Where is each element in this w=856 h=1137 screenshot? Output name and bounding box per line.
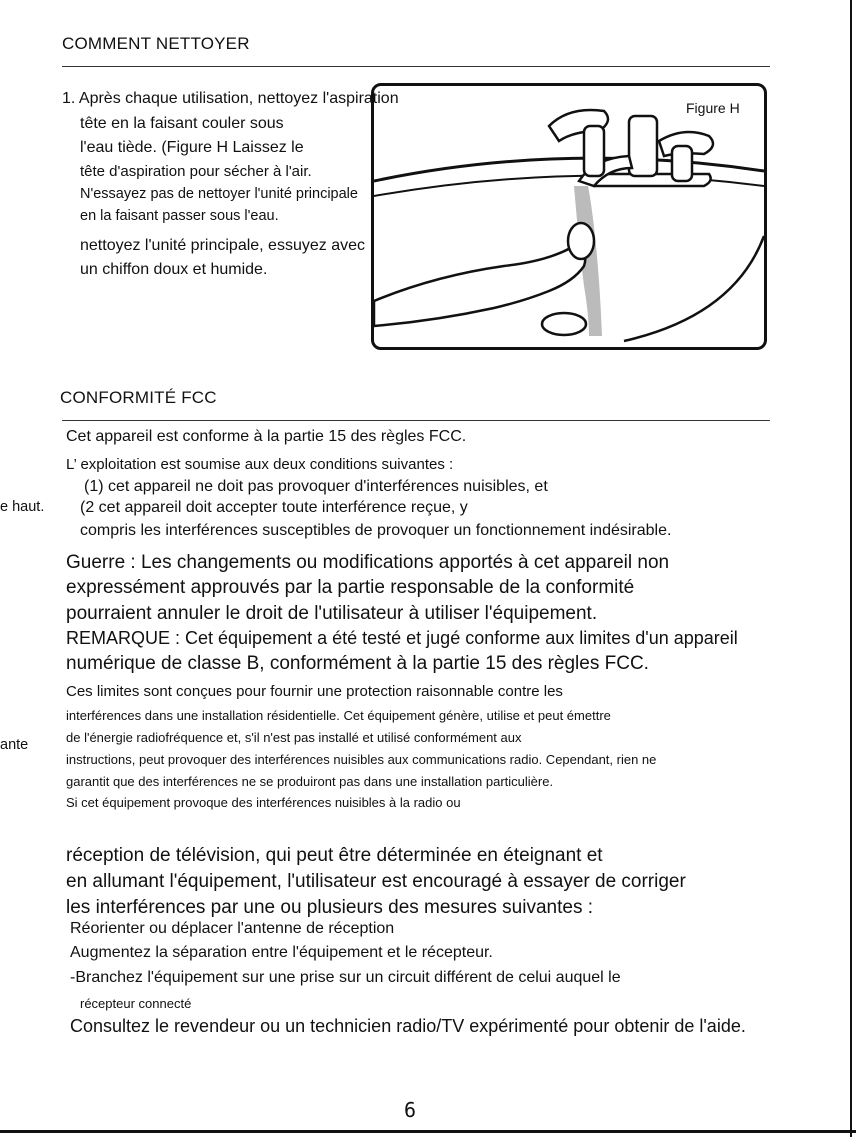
fcc-line-15: garantit que des interférences ne se produiront pas dans une installation particulière. [66, 774, 554, 789]
fcc-line-21: Augmentez la séparation entre l'équipement et le récepteur. [70, 944, 493, 961]
fcc-line-8: pourraient annuler le droit de l'utilisateur à utiliser l'équipement. [66, 603, 598, 624]
fcc-line-13: de l'énergie radiofréquence et, s'il n'est pas installé et utilisé conformément aux [66, 730, 522, 745]
margin-fragment: e haut. [0, 499, 45, 515]
fcc-line-18: en allumant l'équipement, l'utilisateur est encouragé à essayer de corriger [66, 871, 686, 892]
fcc-line-6: Guerre : Les changements ou modifications apportés à cet appareil non [66, 552, 670, 573]
faucet-sketch [374, 86, 764, 347]
fcc-line-16: Si cet équipement provoque des interférences nuisibles à la radio ou [66, 795, 461, 810]
fcc-line-9: REMARQUE : Cet équipement a été testé et jugé conforme aux limites d'un appareil [66, 628, 738, 648]
fcc-line-20: Réorienter ou déplacer l'antenne de réception [70, 920, 395, 937]
cleaning-line-4: tête d'aspiration pour sécher à l'air. [80, 163, 312, 180]
section-heading-cleaning: COMMENT NETTOYER [62, 34, 250, 53]
fcc-line-23: récepteur connecté [80, 996, 192, 1011]
section-divider [62, 420, 770, 421]
fcc-line-2: L’ exploitation est soumise aux deux conditions suivantes : [66, 456, 454, 473]
cleaning-line-3: l'eau tiède. (Figure H Laissez le [80, 139, 304, 156]
fcc-line-10: numérique de classe B, conformément à la partie 15 des règles FCC. [66, 653, 649, 674]
cleaning-line-5: N'essayez pas de nettoyer l'unité principale [80, 186, 358, 202]
cleaning-line-8: un chiffon doux et humide. [80, 261, 268, 278]
cleaning-line-6: en la faisant passer sous l'eau. [80, 208, 279, 224]
fcc-line-24: Consultez le revendeur ou un technicien radio/TV expérimenté pour obtenir de l'aide. [70, 1016, 746, 1036]
fcc-line-19: les interférences par une ou plusieurs des mesures suivantes : [66, 897, 593, 918]
section-heading-fcc: CONFORMITÉ FCC [60, 388, 217, 407]
cleaning-line-2: tête en la faisant couler sous [80, 115, 284, 132]
figure-label: Figure H [686, 100, 740, 116]
fcc-line-14: instructions, peut provoquer des interférences nuisibles aux communications radio. Cependant, rien ne [66, 752, 657, 767]
fcc-line-22: -Branchez l'équipement sur une prise sur un circuit différent de celui auquel le [70, 969, 621, 986]
section-divider [62, 66, 770, 67]
fcc-line-4: (2 cet appareil doit accepter toute interférence reçue, y [80, 499, 468, 516]
fcc-line-3: (1) cet appareil ne doit pas provoquer d'interférences nuisibles, et [84, 478, 548, 495]
cleaning-line-1: 1. Après chaque utilisation, nettoyez l'aspiration [62, 90, 399, 107]
page-edge-right [850, 0, 852, 1137]
page-number: 6 [404, 1098, 417, 1122]
fcc-line-1: Cet appareil est conforme à la partie 15 des règles FCC. [66, 428, 467, 445]
figure-h-illustration [371, 83, 767, 350]
margin-fragment: ante [0, 737, 29, 753]
cleaning-line-7: nettoyez l'unité principale, essuyez avec [80, 237, 365, 254]
fcc-line-12: interférences dans une installation résidentielle. Cet équipement génère, utilise et peut émettre [66, 708, 611, 723]
page-edge-bottom [0, 1130, 856, 1133]
fcc-line-17: réception de télévision, qui peut être déterminée en éteignant et [66, 845, 603, 866]
fcc-line-7: expressément approuvés par la partie responsable de la conformité [66, 577, 635, 598]
fcc-line-11: Ces limites sont conçues pour fournir une protection raisonnable contre les [66, 683, 563, 700]
fcc-line-5: compris les interférences susceptibles de provoquer un fonctionnement indésirable. [80, 522, 672, 539]
